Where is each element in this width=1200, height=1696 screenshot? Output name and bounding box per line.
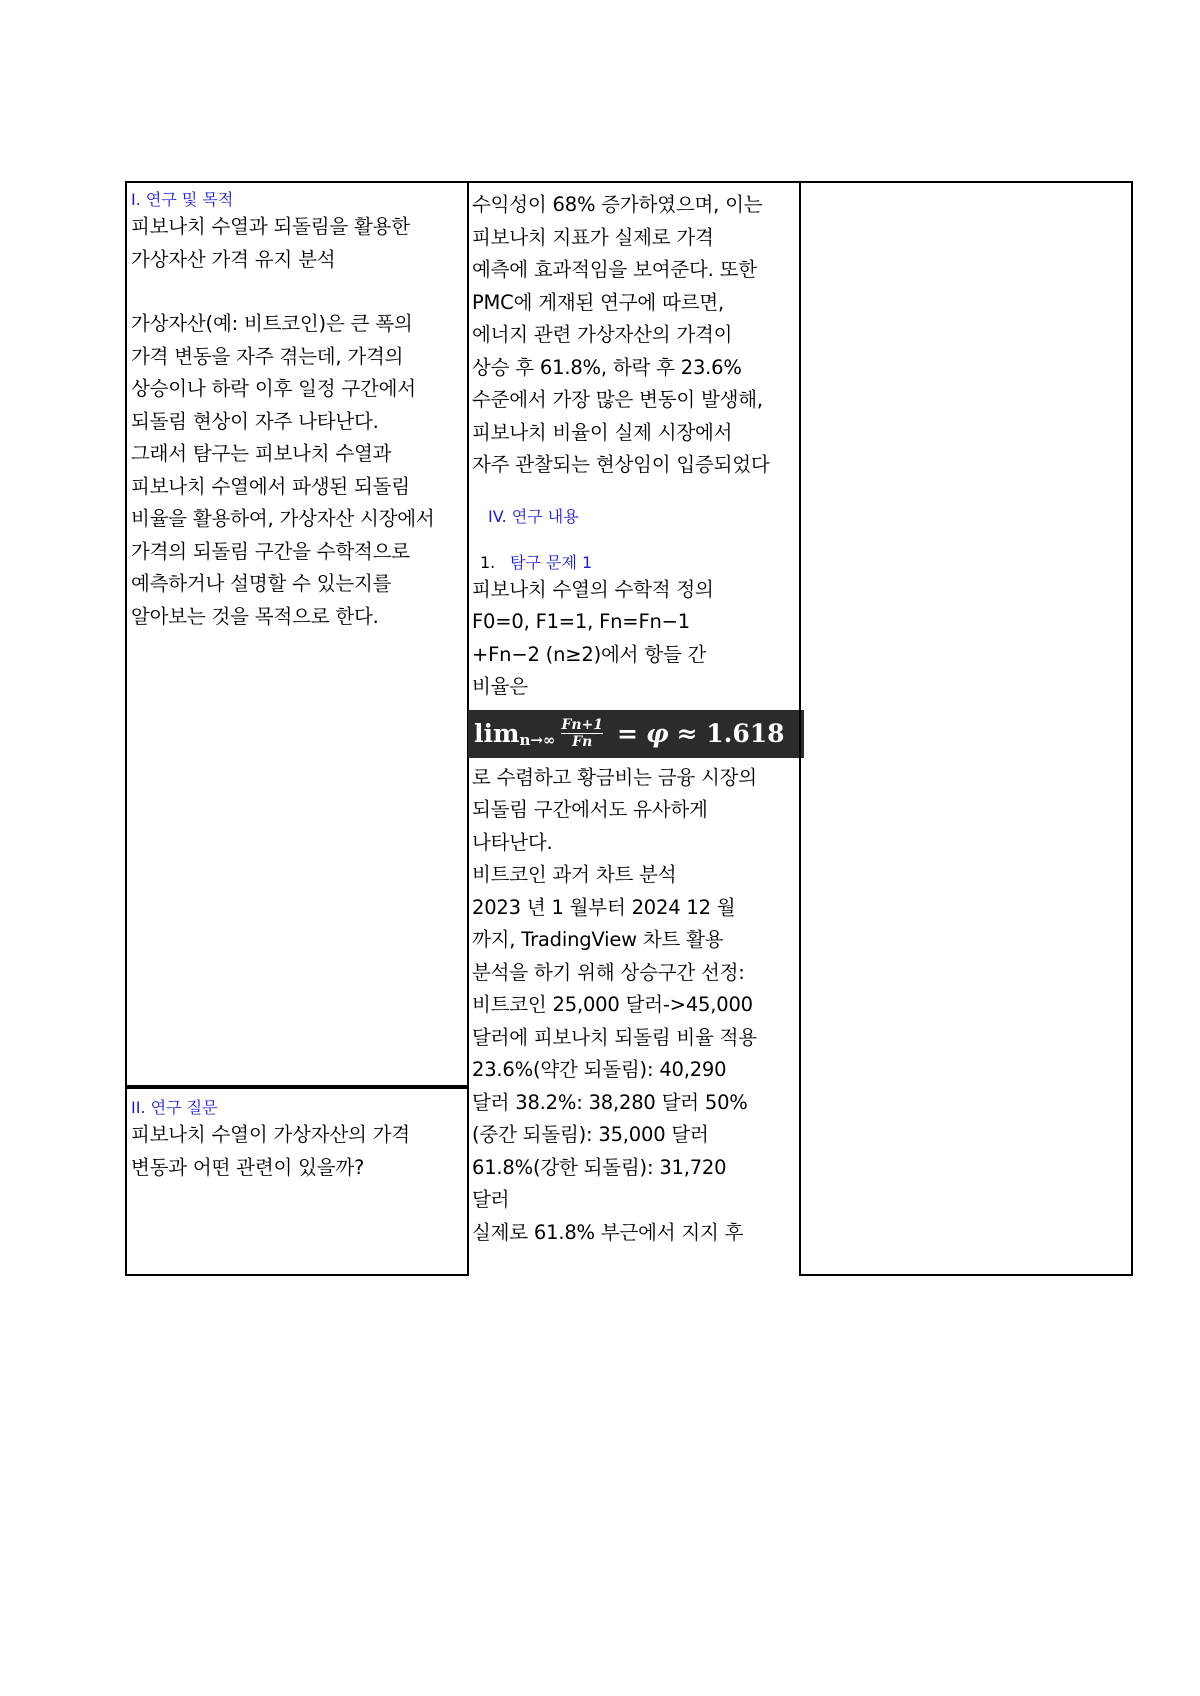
text-line: 23.6%(약간 되돌림): 40,290 xyxy=(472,1058,727,1081)
text-line: 비트코인 25,000 달러->45,000 xyxy=(472,993,753,1016)
text-line: 61.8%(강한 되돌림): 31,720 xyxy=(472,1155,727,1179)
text-line: 2023 년 1 월부터 2024 12 월 xyxy=(472,895,736,919)
text-line: 비율을 활용하여, 가상자산 시장에서 xyxy=(131,507,435,530)
text-line: F0=0, F1=1, Fn=Fn−1 xyxy=(472,610,690,633)
formula-lim: lim xyxy=(474,719,520,748)
text-line: 피보나치 지표가 실제로 가격 xyxy=(472,225,714,249)
text-line: 까지, TradingView 차트 활용 xyxy=(472,928,724,951)
text-line: 에너지 관련 가상자산의 가격이 xyxy=(472,323,733,346)
text-line: 로 수렴하고 황금비는 금융 시장의 xyxy=(472,765,757,789)
section-heading: IV. 연구 내용 xyxy=(488,506,579,526)
text-line: 알아보는 것을 목적으로 한다. xyxy=(131,604,379,628)
text-line: 상승 후 61.8%, 하락 후 23.6% xyxy=(472,355,742,379)
text-line: 비트코인 과거 차트 분석 xyxy=(472,863,677,886)
text-line: 피보나치 수열이 가상자산의 가격 xyxy=(131,1123,410,1146)
section-research-content xyxy=(467,181,801,1276)
text-line: 예측하거나 설명할 수 있는지를 xyxy=(131,572,392,595)
text-line: 되돌림 구간에서도 유사하게 xyxy=(472,798,708,821)
text-line: 가상자산(예: 비트코인)은 큰 폭의 xyxy=(131,312,413,335)
formula-fraction xyxy=(561,718,603,749)
text-line: 비율은 xyxy=(472,675,528,698)
section-heading: I. 연구 및 목적 xyxy=(131,190,234,209)
text-line: 피보나치 비율이 실제 시장에서 xyxy=(472,420,733,444)
text-line: 수익성이 68% 증가하였으며, 이는 xyxy=(472,193,763,216)
formula-subscript: n→∞ xyxy=(519,730,556,749)
empty-column xyxy=(799,181,1133,1276)
text-line: 상승이나 하락 이후 일정 구간에서 xyxy=(131,377,416,400)
text-line: 변동과 어떤 관련이 있을까? xyxy=(131,1155,365,1179)
list-item-heading xyxy=(472,552,797,574)
text-line: 나타난다. xyxy=(472,830,553,854)
text-line: 수준에서 가장 많은 변동이 발생해, xyxy=(472,388,763,411)
text-line: 그래서 탐구는 피보나치 수열과 xyxy=(131,442,392,465)
text-line: 되돌림 현상이 자주 나타난다. xyxy=(131,409,379,433)
text-line: 가상자산 가격 유지 분석 xyxy=(131,247,336,271)
text-line: 피보나치 수열의 수학적 정의 xyxy=(472,577,714,601)
formula-numerator: Fn+1 xyxy=(561,717,604,733)
section-research-question xyxy=(125,1086,469,1276)
text-line: 달러에 피보나치 되돌림 비율 적용 xyxy=(472,1025,757,1049)
formula-equals: = xyxy=(617,719,638,748)
list-number: 1. xyxy=(480,552,496,572)
section-research-purpose xyxy=(125,181,469,1088)
golden-ratio-formula xyxy=(468,710,804,758)
text-line: 피보나치 수열과 되돌림을 활용한 xyxy=(131,215,410,238)
list-item-label: 탐구 문제 1 xyxy=(510,552,593,572)
formula-denominator: Fn xyxy=(572,734,593,750)
section-heading: II. 연구 질문 xyxy=(131,1098,218,1117)
text-line: 예측에 효과적임을 보여준다. 또한 xyxy=(472,258,757,281)
formula-phi: φ xyxy=(645,719,669,748)
text-line: 실제로 61.8% 부근에서 지지 후 xyxy=(472,1220,744,1244)
text-line: 달러 xyxy=(472,1188,510,1211)
text-line: 달러 38.2%: 38,280 달러 50% xyxy=(472,1090,748,1114)
text-line: 피보나치 수열에서 파생된 되돌림 xyxy=(131,474,410,498)
text-line: 자주 관찰되는 현상임이 입증되었다 xyxy=(472,453,770,476)
text-line: PMC에 게재된 연구에 따르면, xyxy=(472,290,724,314)
text-line: 분석을 하기 위해 상승구간 선정: xyxy=(472,960,745,984)
formula-approx: ≈ 1.618 xyxy=(676,719,785,748)
text-line: (중간 되돌림): 35,000 달러 xyxy=(472,1123,709,1146)
text-line: 가격의 되돌림 구간을 수학적으로 xyxy=(131,539,410,563)
text-line: 가격 변동을 자주 겪는데, 가격의 xyxy=(131,344,404,368)
text-line: +Fn−2 (n≥2)에서 항들 간 xyxy=(472,642,707,666)
